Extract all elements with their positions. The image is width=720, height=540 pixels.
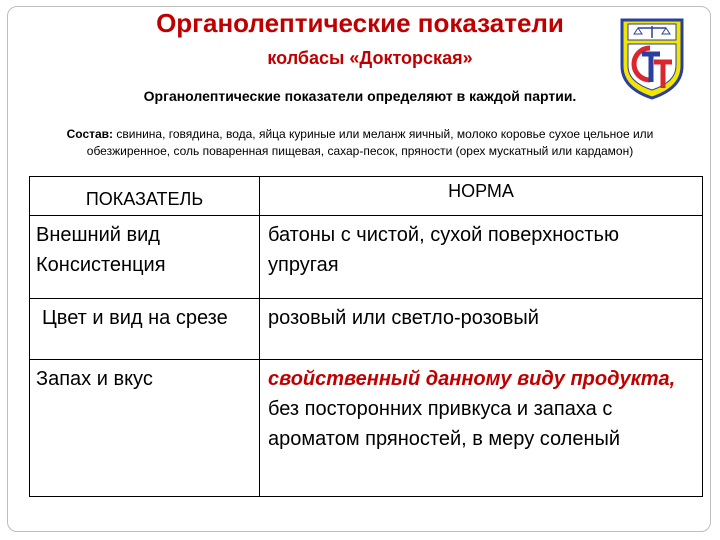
page-title: Органолептические показатели (156, 8, 564, 38)
composition-text (58, 126, 662, 160)
table-row (30, 216, 703, 299)
composition-body: свинина, говядина, вода, яйца куриные или меланж яичный, молоко коровье сухое цельное или обезжиренное, соль поваренная пищевая, сахар-песок, пряности (орех мускатный или кардамон) (86, 127, 654, 158)
indicator-cell (30, 216, 260, 299)
norm-color: розовый или светло-розовый (268, 307, 539, 329)
header-indicator: ПОКАЗАТЕЛЬ (30, 177, 260, 216)
indicator-consistency: Консистенция (36, 254, 166, 276)
indicator-cell (30, 360, 260, 497)
table-header-row (30, 177, 703, 216)
indicators-table (29, 176, 703, 497)
norm-appearance: батоны с чистой, сухой поверхностью (268, 224, 619, 246)
norm-consistency: упругая (268, 254, 339, 276)
indicator-cell (30, 299, 260, 360)
composition-label: Состав: (66, 127, 114, 141)
header-norm: НОРМА (260, 177, 703, 216)
table-row (30, 360, 703, 497)
norm-cell (260, 299, 703, 360)
norm-smell-taste (268, 364, 696, 454)
table-row (30, 299, 703, 360)
indicator-smell-taste: Запах и вкус (36, 368, 153, 390)
indicator-color: Цвет и вид на срезе (42, 307, 228, 329)
norm-highlight: свойственный данному виду продукта, (268, 368, 676, 390)
norm-rest: без посторонних привкуса и запаха с ароматом пряностей, в меру соленый (268, 398, 621, 450)
intro-text: Органолептические показатели определяют в каждой партии. (143, 88, 577, 104)
norm-cell (260, 216, 703, 299)
page-subtitle: колбасы «Докторская» (267, 48, 473, 68)
norm-cell (260, 360, 703, 497)
indicator-appearance: Внешний вид (36, 224, 160, 246)
